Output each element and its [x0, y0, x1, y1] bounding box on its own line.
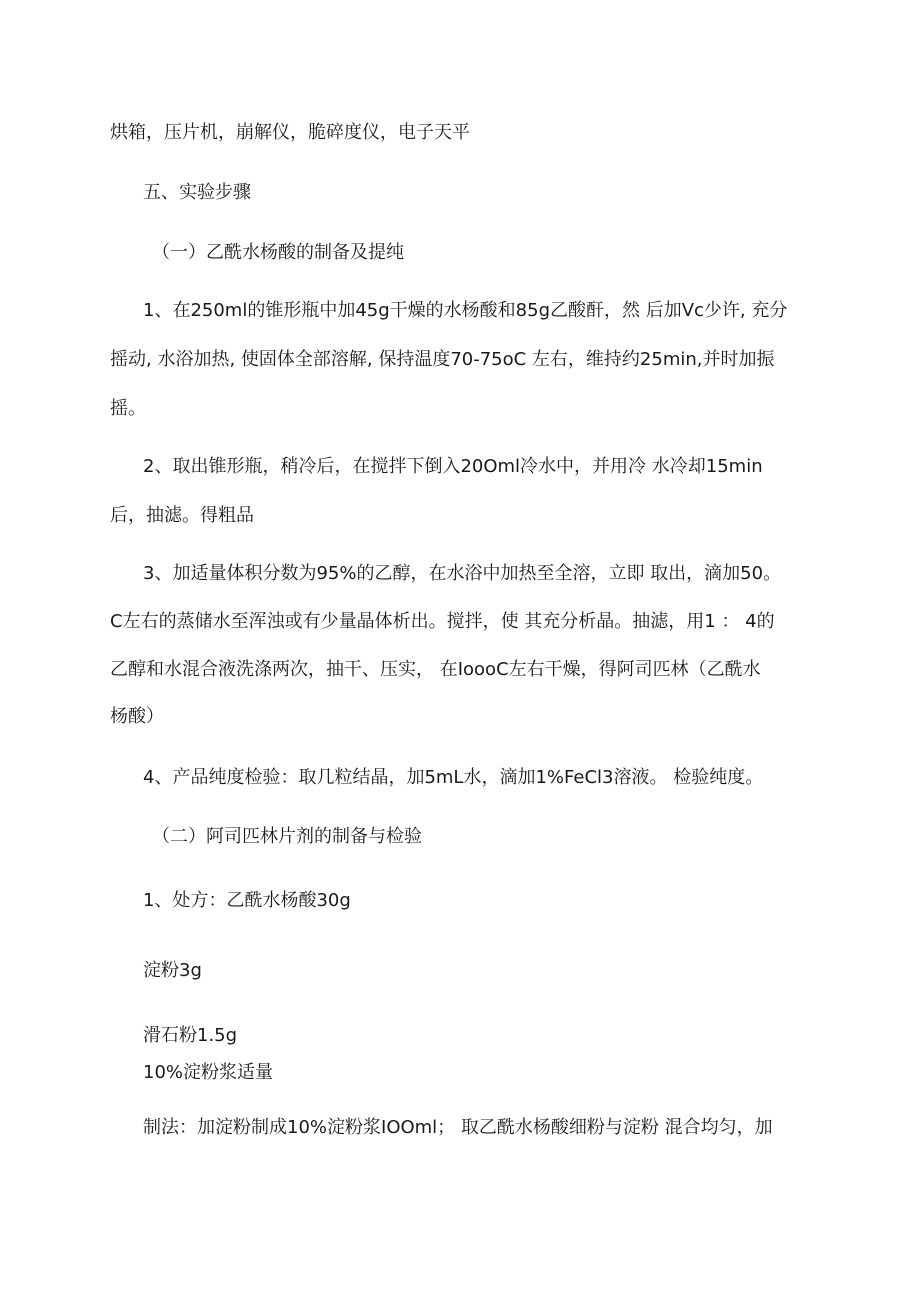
step-2-line-2: 后，抽滤。得粗品 [110, 505, 254, 526]
step-3-line-3: 乙醇和水混合液洗涤两次，抽干、压实， 在IoooC左右干燥，得阿司匹林（乙酰水 [110, 659, 761, 680]
step-3-line-1: 3、加适量体积分数为95%的乙醇，在水浴中加热至全溶，立即 取出，滴加50。 [143, 563, 782, 584]
equipment-list-line: 烘箱，压片机，崩解仪，脆碎度仪，电子天平 [110, 122, 470, 143]
step-4-line: 4、产品纯度检验：取几粒结晶，加5mL水，滴加1%FeCl3溶液。 检验纯度。 [143, 767, 764, 788]
formula-line-1: 1、处方：乙酰水杨酸30g [143, 890, 351, 911]
step-2-line-1: 2、取出锥形瓶，稍冷后，在搅拌下倒入20Oml冷水中，并用冷 水冷却15min [143, 456, 763, 477]
step-3-line-2: C左右的蒸储水至浑浊或有少量晶体析出。搅拌，使 其充分析晶。抽滤，用1 ： 4的 [110, 611, 775, 632]
formula-line-4: 10%淀粉浆适量 [143, 1062, 274, 1083]
step-1-line-1: 1、在250ml的锥形瓶中加45g干燥的水杨酸和85g乙酸酐，然 后加Vc少许, 充分 [143, 300, 788, 321]
step-3-line-4: 杨酸） [110, 706, 164, 727]
formula-line-2: 淀粉3g [143, 960, 202, 981]
step-1-line-2: 摇动, 水浴加热, 使固体全部溶解, 保持温度70-75oC 左右，维持约25min,并时加振 [110, 349, 775, 370]
subsection-heading-tablet: （二）阿司匹林片剂的制备与检验 [152, 826, 422, 847]
subsection-heading-preparation: （一）乙酰水杨酸的制备及提纯 [152, 242, 404, 263]
method-line: 制法：加淀粉制成10%淀粉浆IOOml； 取乙酰水杨酸细粉与淀粉 混合均匀，加 [143, 1117, 773, 1138]
section-heading-experiment-steps: 五、实验步骤 [143, 182, 251, 203]
step-1-line-3: 摇。 [110, 398, 146, 419]
formula-line-3: 滑石粉1.5g [143, 1025, 238, 1046]
